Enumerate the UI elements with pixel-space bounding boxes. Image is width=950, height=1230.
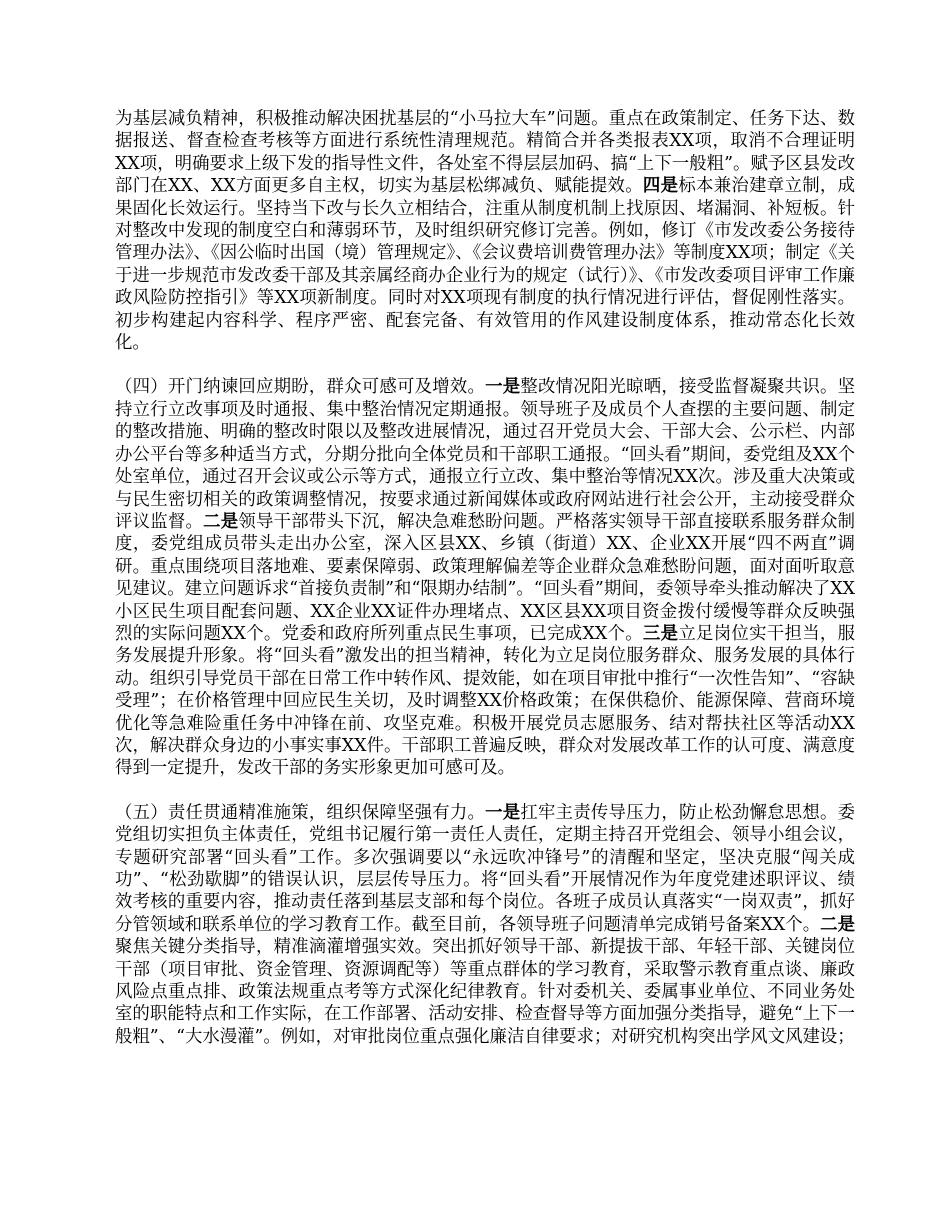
paragraph-3-text-1: 扛牢主责传导压力，防止松劲懈怠思想。委党组切实担负主体责任，党组书记履行第一责任人责任，定期主持召开党组会、领导小组会议，专题研究部署“回头看”工作。多次强调要以“永远吹冲锋号”的清醒和坚定，坚决克服“闯关成功”、“松劲歇脚”的错误认识，层层传导压力。将“回头看”开展情况作为年度党建述职评议、绩效考核的重要内容，推动责任落到基层支部和每个岗位。各班子成员认真落实“一岗双责”，抓好分管领域和联系单位的学习教育工作。截至目前，各领导班子问题清单完成销号备案XX个。 [115, 802, 855, 935]
paragraph-1-text: 为基层减负精神，积极推动解决困扰基层的“小马拉大车”问题。重点在政策制定、任务下达、数据报送、督查检查考核等方面进行系统性清理规范。精简合并各类报表XX项，取消不合理证明XX项，明确要求上级下发的指导性文件，各处室不得层层加码、搞“上下一般粗”。赋予区县发改部门在XX、XX方面更多自主权，切实为基层松绑减负、赋能提效。 [115, 109, 855, 197]
paragraph-3-text-2: 聚焦关键分类指导，精准滴灌增强实效。突出抓好领导干部、新提拔干部、年轻干部、关键岗位干部（项目审批、资金管理、资源调配等）等重点群体的学习教育，采取警示教育重点谈、廉政风险点重点排、政策法规重点考等方式深化纪律教育。针对委机关、委属事业单位、不同业务处室的职能特点和工作实际，在工作部署、活动安排、检查督导等方面加强分类指导，避免“上下一般粗”、“大水漫灌”。例如，对审批岗位重点强化廉洁自律要求；对研究机构突出学风文风建设； [115, 937, 855, 1047]
paragraph-1 [115, 108, 855, 354]
paragraph-2-heading: （四）开门纳谏回应期盼，群众可感可及增效。 [115, 377, 486, 398]
paragraph-1-emphasis-4: 四是 [642, 176, 679, 197]
paragraph-2-emphasis-1: 一是 [485, 377, 521, 398]
paragraph-2-emphasis-3: 三是 [642, 623, 679, 644]
document-page [115, 108, 855, 1048]
paragraph-3-emphasis-1: 一是 [485, 802, 521, 823]
paragraph-3-heading: （五）责任贯通精准施策，组织保障坚强有力。 [115, 802, 486, 823]
paragraph-2-text-1: 整改情况阳光晾晒，接受监督凝聚共识。坚持立行立改事项及时通报、集中整治情况定期通报。领导班子及成员个人查摆的主要问题、制定的整改措施、明确的整改时限以及整改进展情况，通过召开党员大会、干部大会、公示栏、内部办公平台等多种适当方式，分期分批向全体党员和干部职工通报。“回头看”期间，委党组及XX个处室单位，通过召开会议或公示等方式，通报立行立改、集中整治等情况XX次。涉及重大决策或与民生密切相关的政策调整情况，按要求通过新闻媒体或政府网站进行社会公开，主动接受群众评议监督。 [115, 377, 855, 532]
paragraph-2 [115, 376, 855, 779]
paragraph-2-emphasis-2: 二是 [203, 511, 239, 532]
paragraph-2-text-3: 立足岗位实干担当，服务发展提升形象。将“回头看”激发出的担当精神，转化为立足岗位服务群众、服务发展的具体行动。组织引导党员干部在日常工作中转作风、提效能，如在项目审批中推行“一次性告知”、“容缺受理”；在价格管理中回应民生关切，及时调整XX价格政策；在保供稳价、能源保障、营商环境优化等急难险重任务中冲锋在前、攻坚克难。积极开展党员志愿服务、结对帮扶社区等活动XX次，解决群众身边的小事实事XX件。干部职工普遍反映，群众对发展改革工作的认可度、满意度得到一定提升，发改干部的务实形象更加可感可及。 [115, 623, 855, 779]
paragraph-3-emphasis-2: 二是 [820, 914, 855, 935]
paragraph-2-text-2: 领导干部带头下沉，解决急难愁盼问题。严格落实领导干部直接联系服务群众制度，委党组成员带头走出办公室，深入区县XX、乡镇（街道）XX、企业XX开展“四不两直”调研。重点围绕项目落地难、要素保障弱、政策理解偏差等企业群众急难愁盼问题，面对面听取意见建议。建立问题诉求“首接负责制”和“限期办结制”。“回头看”期间，委领导牵头推动解决了XX小区民生项目配套问题、XX企业XX证件办理堵点、XX区县XX项目资金拨付缓慢等群众反映强烈的实际问题XX个。党委和政府所列重点民生事项，已完成XX个。 [115, 511, 855, 644]
paragraph-1-text-2: 标本兼治建章立制，成果固化长效运行。坚持当下改与长久立相结合，注重从制度机制上找原因、堵漏洞、补短板。针对整改中发现的制度空白和薄弱环节，及时组织研究修订完善。例如，修订《市发改委公务接待管理办法》、《因公临时出国（境）管理规定》、《会议费培训费管理办法》等制度XX项；制定《关于进一步规范市发改委干部及其亲属经商办企业行为的规定（试行）》、《市发改委项目评审工作廉政风险防控指引》等XX项新制度。同时对XX项现有制度的执行情况进行评估，督促刚性落实。初步构建起内容科学、程序严密、配套完备、有效管用的作风建设制度体系，推动常态化长效化。 [115, 176, 855, 354]
paragraph-3 [115, 802, 855, 1048]
